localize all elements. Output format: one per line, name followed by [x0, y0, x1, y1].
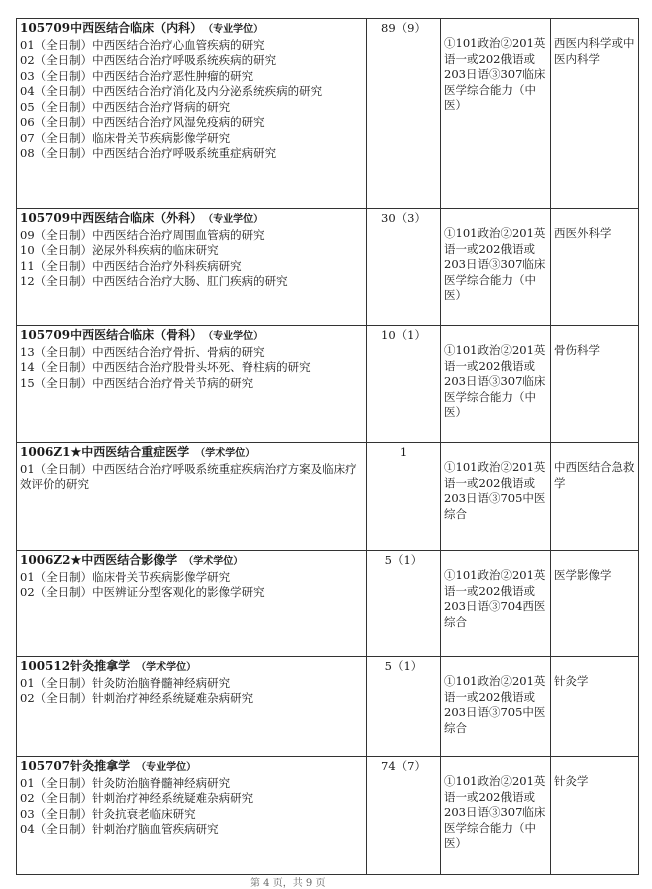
program-name: 1006Z2★中西医结合影像学 [20, 553, 178, 567]
program-title [20, 659, 363, 676]
program-name: 105709中西医结合临床（外科） [20, 211, 203, 225]
exam-subjects: ①101政治②201英语一或202俄语或203日语③307临床医学综合能力（中医） [441, 757, 551, 875]
program-row [17, 657, 639, 757]
degree-type: （专业学位） [208, 331, 264, 342]
direction-list [20, 38, 363, 162]
program-table [16, 18, 639, 875]
enrollment-quota: 1 [367, 443, 441, 551]
exam-subjects: ①101政治②201英语一或202俄语或203日语③704西医综合 [441, 551, 551, 657]
program-cell [17, 19, 367, 209]
degree-type: （专业学位） [136, 762, 197, 773]
research-direction: 02（全日制）中西医结合治疗呼吸系统疾病的研究 [20, 53, 277, 67]
direction-list [20, 462, 363, 493]
reference-subject: 西医外科学 [551, 209, 639, 326]
program-row [17, 19, 639, 209]
research-direction: 15（全日制）中西医结合治疗骨关节病的研究 [20, 375, 254, 390]
research-direction: 05（全日制）中西医结合治疗肾病的研究 [20, 99, 231, 114]
research-direction: 13（全日制）中西医结合治疗骨折、骨病的研究 [20, 344, 265, 359]
enrollment-quota: 5（1） [367, 657, 441, 757]
program-title [20, 21, 363, 38]
research-direction: 09（全日制）中西医结合治疗周围血管病的研究 [20, 227, 265, 242]
research-direction: 03（全日制）中西医结合治疗恶性肿瘤的研究 [20, 68, 254, 83]
research-direction: 11（全日制）中西医结合治疗外科疾病研究 [20, 258, 242, 273]
research-direction: 04（全日制）针刺治疗脑血管疾病研究 [20, 822, 219, 836]
research-direction: 01（全日制）针灸防治脑脊髓神经病研究 [20, 775, 231, 790]
enrollment-quota: 10（1） [367, 326, 441, 443]
research-direction: 01（全日制）针灸防治脑脊髓神经病研究 [20, 675, 231, 690]
enrollment-quota: 5（1） [367, 551, 441, 657]
degree-type: （学术学位） [195, 448, 256, 459]
program-title [20, 445, 363, 462]
research-direction: 01（全日制）中西医结合治疗心血管疾病的研究 [20, 37, 265, 52]
degree-type: （学术学位） [183, 556, 244, 567]
exam-subjects: ①101政治②201英语一或202俄语或203日语③705中医综合 [441, 443, 551, 551]
research-direction: 01（全日制）临床骨关节疾病影像学研究 [20, 569, 231, 584]
research-direction: 04（全日制）中西医结合治疗消化及内分泌系统疾病的研究 [20, 84, 323, 98]
direction-list [20, 570, 363, 601]
program-name: 105709中西医结合临床（骨科） [20, 328, 203, 342]
reference-subject: 西医内科学或中医内科学 [551, 19, 639, 209]
program-name: 105707针灸推拿学 [20, 759, 131, 773]
program-cell [17, 551, 367, 657]
degree-type: （专业学位） [208, 214, 264, 225]
program-cell [17, 443, 367, 551]
program-title [20, 328, 363, 345]
program-title [20, 211, 363, 228]
program-name: 100512针灸推拿学 [20, 659, 131, 673]
direction-list [20, 345, 363, 392]
research-direction: 02（全日制）中医辨证分型客观化的影像学研究 [20, 585, 265, 599]
enrollment-quota: 74（7） [367, 757, 441, 875]
reference-subject: 中西医结合急救学 [551, 443, 639, 551]
program-cell [17, 209, 367, 326]
program-title [20, 553, 363, 570]
reference-subject: 医学影像学 [551, 551, 639, 657]
program-name: 1006Z1★中西医结合重症医学 [20, 445, 190, 459]
program-cell [17, 657, 367, 757]
enrollment-quota: 89（9） [367, 19, 441, 209]
research-direction: 08（全日制）中西医结合治疗呼吸系统重症病研究 [20, 146, 277, 160]
research-direction: 02（全日制）针刺治疗神经系统疑难杂病研究 [20, 791, 254, 805]
reference-subject: 骨伤科学 [551, 326, 639, 443]
page-footer: 第 4 页，共 9 页 [250, 878, 326, 889]
research-direction: 10（全日制）泌尿外科疾病的临床研究 [20, 243, 219, 257]
direction-list [20, 228, 363, 290]
program-cell [17, 757, 367, 875]
research-direction: 01（全日制）中西医结合治疗呼吸系统重症疾病治疗方案及临床疗效评价的研究 [20, 461, 357, 491]
research-direction: 06（全日制）中西医结合治疗风湿免疫病的研究 [20, 115, 265, 129]
program-title [20, 759, 363, 776]
degree-type: （专业学位） [208, 24, 264, 35]
reference-subject: 针灸学 [551, 757, 639, 875]
direction-list [20, 676, 363, 707]
exam-subjects: ①101政治②201英语一或202俄语或203日语③307临床医学综合能力（中医） [441, 19, 551, 209]
research-direction: 12（全日制）中西医结合治疗大肠、肛门疾病的研究 [20, 274, 288, 288]
program-row [17, 326, 639, 443]
program-row [17, 551, 639, 657]
program-name: 105709中西医结合临床（内科） [20, 21, 203, 35]
exam-subjects: ①101政治②201英语一或202俄语或203日语③307临床医学综合能力（中医） [441, 209, 551, 326]
research-direction: 03（全日制）针灸抗衰老临床研究 [20, 806, 196, 821]
program-row [17, 757, 639, 875]
exam-subjects: ①101政治②201英语一或202俄语或203日语③705中医综合 [441, 657, 551, 757]
research-direction: 02（全日制）针刺治疗神经系统疑难杂病研究 [20, 691, 254, 705]
research-direction: 07（全日制）临床骨关节疾病影像学研究 [20, 130, 231, 145]
reference-subject: 针灸学 [551, 657, 639, 757]
direction-list [20, 776, 363, 838]
exam-subjects: ①101政治②201英语一或202俄语或203日语③307临床医学综合能力（中医） [441, 326, 551, 443]
program-row [17, 443, 639, 551]
program-row [17, 209, 639, 326]
degree-type: （学术学位） [136, 662, 197, 673]
research-direction: 14（全日制）中西医结合治疗股骨头坏死、脊柱病的研究 [20, 360, 311, 374]
program-cell [17, 326, 367, 443]
enrollment-quota: 30（3） [367, 209, 441, 326]
